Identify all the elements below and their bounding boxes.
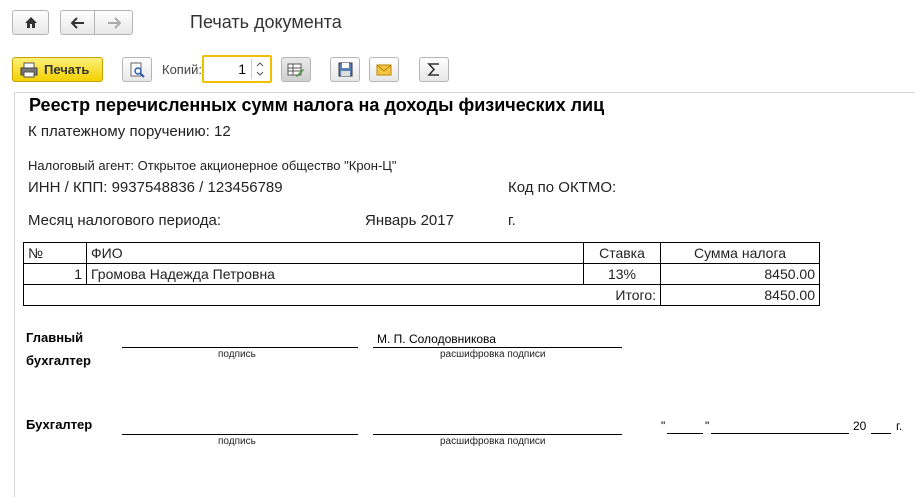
header-number: № [24,243,87,264]
accountant-sign-caption: подпись [218,436,256,447]
table-header-row [24,243,820,264]
accountant-signature-line [122,434,358,435]
row-rate: 13% [584,264,661,285]
copies-label: Копий: [162,62,202,77]
chief-decode-line [373,347,622,348]
floppy-disk-icon [338,62,353,77]
total-label: Итого: [24,285,661,306]
email-button[interactable] [369,57,399,82]
print-button-label: Печать [44,62,90,77]
payment-order-line: К платежному поручению: 12 [28,123,231,140]
copies-value: 1 [238,61,246,77]
period-value: Январь 2017 [365,212,454,229]
date-month-line [711,433,849,434]
envelope-icon [376,64,392,76]
accountant-decode-caption: расшифровка подписи [440,436,546,447]
save-button[interactable] [330,57,360,82]
arrow-left-icon [71,17,85,29]
table-row [24,264,820,285]
header-name: ФИО [87,243,584,264]
chief-name: М. П. Солодовникова [377,332,496,346]
chief-label-1: Главный [26,330,84,345]
row-number: 1 [24,264,87,285]
header-amount: Сумма налога [661,243,820,264]
row-name: Громова Надежда Петровна [87,264,584,285]
accountant-label: Бухгалтер [26,417,93,432]
row-amount: 8450.00 [661,264,820,285]
chief-label-2: бухгалтер [26,353,91,368]
header-rate: Ставка [584,243,661,264]
chief-signature-line [122,347,358,348]
accountant-decode-line [373,434,622,435]
date-suffix: г. [896,419,903,433]
window-title: Печать документа [190,12,342,32]
sum-button[interactable] [419,57,449,82]
chief-decode-caption: расшифровка подписи [440,349,546,360]
home-button[interactable] [12,10,49,35]
printer-icon [20,62,38,78]
chevron-up-icon [252,59,268,69]
spreadsheet-edit-button[interactable] [281,57,311,82]
date-year-line [871,433,891,434]
register-table [23,242,820,306]
preview-button[interactable] [122,57,152,82]
period-suffix: г. [508,212,516,229]
copies-stepper[interactable] [251,59,268,79]
chief-sign-caption: подпись [218,349,256,360]
date-quote-close: " [705,419,710,433]
page-preview-icon [129,62,145,78]
copies-input[interactable] [202,55,272,83]
arrow-right-icon [107,17,121,29]
table-total-row [24,285,820,306]
total-value: 8450.00 [661,285,820,306]
oktmo-label: Код по ОКТМО: [508,179,617,196]
date-day-line [667,433,703,434]
tax-agent-line: Налоговый агент: Открытое акционерное общество "Крон-Ц" [28,158,397,173]
chevron-down-icon [252,69,268,79]
back-button[interactable] [60,10,95,35]
sigma-icon [427,62,441,77]
forward-button[interactable] [94,10,133,35]
date-quote-open: " [661,419,666,433]
document-heading: Реестр перечисленных сумм налога на доходы физических лиц [29,95,605,115]
period-label: Месяц налогового периода: [28,212,222,229]
home-icon [24,16,38,29]
date-year-prefix: 20 [853,419,867,433]
table-edit-icon [287,62,305,78]
inn-kpp-line: ИНН / КПП: 9937548836 / 123456789 [28,179,283,196]
print-button[interactable] [12,57,103,82]
